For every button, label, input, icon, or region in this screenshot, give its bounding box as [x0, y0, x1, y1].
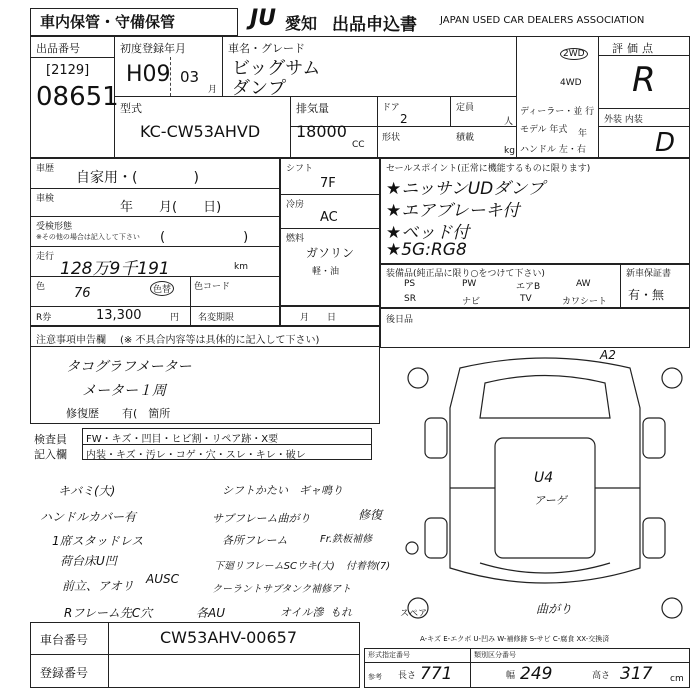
remark-11: クーラントサブタンク補修アト	[212, 584, 352, 595]
sales-point-4: ★5G:RG8	[386, 240, 467, 260]
remark-3: 1席スタッドレス	[52, 534, 144, 548]
fuel-value: ガソリン	[306, 246, 355, 260]
fuel-alt: 軽・油	[312, 267, 340, 277]
remark-10: 下廻リフレームSCウキ(大)	[214, 561, 335, 572]
reg-label: 登録番号	[40, 666, 89, 680]
mileage-value: 128万9千191	[60, 259, 170, 279]
displacement-unit: CC	[352, 140, 365, 150]
diagram-bottom-mark: 曲がり	[536, 602, 573, 616]
load-label: 積載	[456, 133, 475, 143]
record-label: 記入欄	[34, 448, 67, 461]
equip-pw: PW	[462, 279, 477, 289]
displacement-label: 排気量	[296, 102, 329, 115]
color-change: 色替	[150, 281, 174, 296]
equip-navi: ナビ	[462, 297, 481, 307]
equipment-label: 装備品(純正品に限り○をつけて下さい)	[386, 269, 545, 279]
equip-seat: カワシート	[562, 297, 608, 307]
equip-aw: AW	[576, 279, 591, 289]
color-value: 76	[74, 286, 91, 301]
diagram-body-mark1: U4	[534, 470, 554, 486]
equip-sr: SR	[404, 294, 416, 304]
recycle-unit: 円	[170, 313, 180, 323]
capacity-unit: 人	[504, 117, 514, 127]
remark-4: 荷台床U凹	[60, 554, 117, 568]
receipt-label: 受検形態	[36, 222, 73, 232]
name-label: 車名・グレード	[228, 42, 305, 55]
shift-label: シフト	[286, 164, 314, 174]
remark-1: キバミ(大)	[58, 484, 116, 498]
model-year-label: モデル 年式	[520, 125, 568, 135]
remark-13b: もれ	[330, 606, 352, 619]
load-unit: kg	[504, 146, 515, 156]
fuel-label: 燃料	[286, 234, 305, 244]
handle-label: ハンドル 左・右	[520, 145, 586, 155]
score-value: R	[632, 60, 656, 100]
later-block	[380, 308, 690, 348]
remark-9: 各所フレーム	[222, 534, 288, 547]
remark-12: 各AU	[196, 606, 225, 620]
shift-value: 7F	[320, 176, 336, 191]
chassis-value: CW53AHV-00657	[160, 628, 298, 647]
cm-unit: cm	[670, 674, 684, 684]
history-value: 自家用・( )	[76, 170, 199, 186]
remark-8: サブフレーム曲がり	[212, 512, 311, 525]
class-label: 類別区分番号	[474, 651, 516, 659]
consign-label: 名変期限	[198, 313, 235, 323]
ext-int-label: 外装 内装	[604, 115, 643, 125]
recycle-label: R券	[36, 313, 52, 323]
length-label: 長さ	[398, 671, 417, 681]
receipt-value: ( )	[160, 230, 249, 245]
inspection-value: 年 月( 日)	[120, 200, 222, 215]
notice-sub: (※ 不具合内容等は具体的に記入して下さい)	[120, 335, 320, 346]
name-line1: ビッグサム	[232, 58, 321, 79]
month-unit: 月	[208, 85, 218, 95]
notice-line2: メーター１周	[82, 383, 166, 399]
remark-7: シフトかたい ギャ鳴り	[222, 484, 343, 497]
recycle-value: 13,300	[96, 308, 142, 323]
diagram-top-mark: A2	[600, 348, 616, 362]
first-reg-era: H09	[126, 62, 171, 87]
receipt-note: ※その他の場合は記入して下さい	[36, 233, 140, 241]
int-score: D	[655, 128, 676, 158]
ac-value: AC	[320, 210, 338, 225]
sales-point-3: ★ベッド付	[386, 223, 470, 243]
drive-4wd: 4WD	[560, 78, 582, 88]
equip-air-brake: エアB	[516, 282, 541, 292]
association-name: JAPAN USED CAR DEALERS ASSOCIATION	[440, 15, 645, 26]
dealer-label: ディーラー・並 行	[520, 107, 595, 117]
model-label: 型式	[120, 102, 142, 115]
displacement-value: 18000	[296, 122, 347, 141]
equip-tv: TV	[520, 294, 532, 304]
width-value: 249	[520, 664, 553, 684]
remark-5: 前立、アオリ	[62, 579, 134, 593]
doors-label: ドア	[382, 103, 400, 113]
first-reg-month: 03	[180, 68, 200, 86]
first-reg-label: 初度登録年月	[120, 42, 186, 55]
ac-label: 冷房	[286, 200, 305, 210]
sales-point-2: ★エアブレーキ付	[386, 201, 520, 221]
remark-6: Rフレーム先C穴	[64, 606, 153, 620]
shape-label: 形状	[382, 133, 401, 143]
notice-label: 注意事項申告欄	[36, 335, 106, 346]
mileage-unit: km	[234, 262, 248, 272]
height-label: 高さ	[592, 671, 611, 681]
sales-point-1: ★ニッサンUDダンプ	[386, 179, 545, 199]
warranty-value: 有・無	[628, 288, 665, 302]
remark-5b: AUSC	[146, 572, 179, 586]
storage-label: 車内保管・守備保管	[40, 13, 176, 31]
inspect-label: 検査員	[34, 433, 67, 446]
ref-label: 参考	[368, 673, 382, 681]
ju-logo: JU	[250, 6, 277, 31]
inspect-row1: FW・キズ・凹目・ヒビ割・リペア跡・X要	[86, 434, 279, 445]
inspect-row2: 内装・キズ・汚レ・コゲ・穴・スレ・キレ・破レ	[86, 450, 306, 461]
diagram-body-mark2: アーゲ	[534, 494, 567, 507]
name-line2: ダンプ	[232, 78, 287, 99]
later-label: 後日品	[386, 315, 414, 325]
sales-points-label: セールスポイント(正常に機能するものに限ります)	[386, 164, 591, 174]
cert-label: 形式指定番号	[368, 651, 410, 659]
chassis-label: 車台番号	[40, 633, 89, 647]
doors-value: 2	[400, 112, 408, 126]
repair-label: 修復歴	[66, 407, 99, 420]
equip-ps: PS	[404, 279, 416, 289]
capacity-label: 定員	[456, 103, 475, 113]
score-label: 評価点	[612, 42, 657, 55]
color-label: 色	[36, 282, 46, 292]
drive-2wd: 2WD	[560, 48, 588, 60]
history-label: 車歴	[36, 164, 55, 174]
remark-10b: 付着物(7)	[346, 561, 391, 572]
length-value: 771	[420, 664, 453, 684]
lot-label: 出品番号	[36, 42, 80, 55]
height-value: 317	[620, 664, 653, 684]
remark-13: オイル滲	[280, 606, 324, 619]
width-label: 幅	[506, 671, 516, 681]
form-title: 出品申込書	[332, 15, 417, 35]
org-name: 愛知	[285, 14, 318, 33]
mileage-label: 走行	[36, 252, 55, 262]
lot-number: 08651	[36, 82, 119, 112]
color-code-label: 色コード	[194, 282, 231, 292]
model-value: KC-CW53AHVD	[140, 122, 261, 141]
remark-8b: 修復	[358, 508, 383, 522]
repair-value: 有( 箇所	[122, 407, 171, 420]
spare-label: スペア	[400, 609, 428, 619]
lot-sub: [2129]	[46, 63, 90, 78]
remark-9b: Fr.鉄板補修	[320, 534, 373, 545]
notice-line1: タコグラフメーター	[66, 359, 192, 375]
year-unit: 年	[578, 129, 588, 139]
inspection-label: 車検	[36, 194, 55, 204]
legend-text: A-キズ E-エクボ U-凹み W-補修跡 S-サビ C-腐食 XX-交換済	[420, 635, 610, 643]
consign-value: 月 日	[300, 313, 337, 323]
remark-2: ハンドルカバー有	[40, 510, 137, 524]
warranty-label: 新車保証書	[626, 269, 672, 279]
